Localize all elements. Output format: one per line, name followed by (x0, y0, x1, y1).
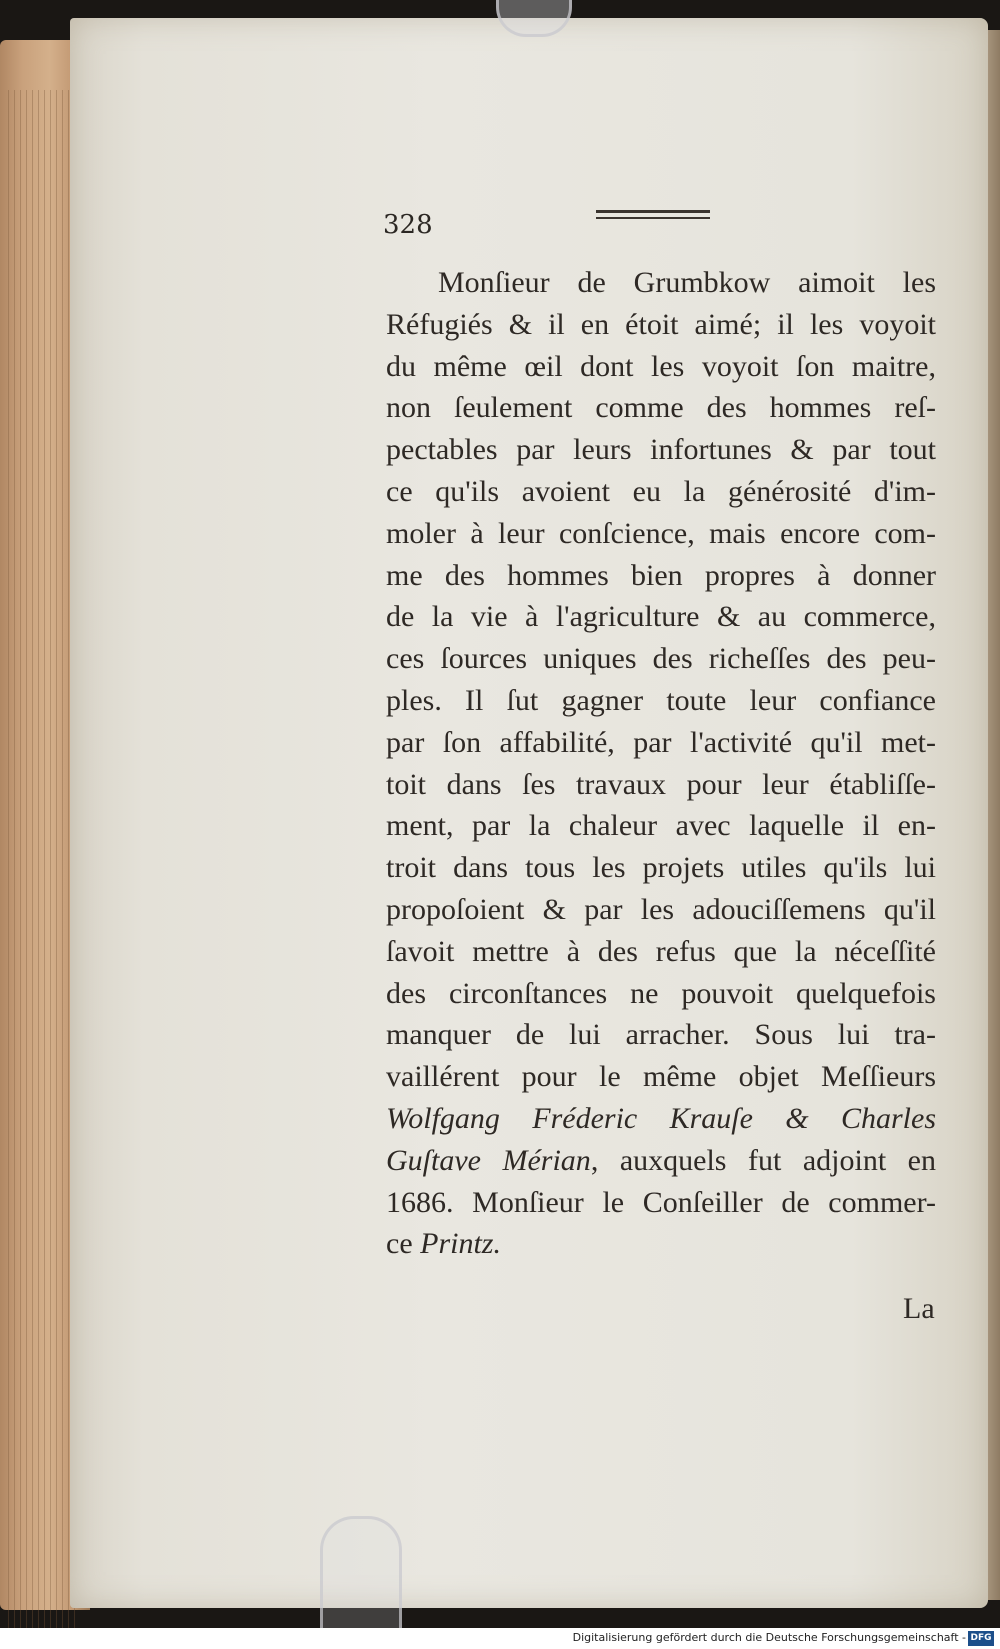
page-body-text (386, 262, 936, 1265)
text-line: du même œil dont les voyoit ſon maitre, (386, 349, 936, 383)
text-line: ples. Il ſut gagner toute leur confiance (386, 683, 936, 717)
text-line: me des hommes bien propres à donner (386, 558, 936, 592)
text-line: ce qu'ils avoient eu la générosité d'im- (386, 474, 936, 508)
text-line: manquer de lui arracher. Sous lui tra- (386, 1018, 936, 1052)
italic-name: Guſtave Mérian (386, 1143, 591, 1177)
catchword: La (903, 1292, 935, 1325)
header-rule (596, 210, 710, 219)
italic-name: Printz. (420, 1227, 501, 1261)
text-line: moler à leur conſcience, mais encore com- (386, 516, 936, 550)
text-line: ces ſources uniques des richeſſes des peu- (386, 642, 936, 676)
text-line: par ſon affabilité, par l'activité qu'il met- (386, 725, 936, 759)
text-line: pectables par leurs infortunes & par tout (386, 433, 936, 467)
text-line: 1686. Monſieur le Conſeiller de commer- (386, 1185, 936, 1219)
text-line: vaillérent pour le même objet Meſſieurs (386, 1060, 936, 1094)
text-line: Réfugiés & il en étoit aimé; il les voyoit (386, 307, 936, 341)
text-line: non ſeulement comme des hommes reſ- (386, 391, 936, 425)
text-fragment: , auxquels fut adjoint en (590, 1143, 937, 1177)
text-line: propoſoient & par les adouciſſemens qu'il (386, 892, 936, 926)
text-line: ſavoit mettre à des refus que la néceſſité (386, 934, 936, 968)
text-line-last (386, 1223, 936, 1265)
italic-names: Wolfgang Fréderic Krauſe & Charles (386, 1101, 936, 1135)
text-line (386, 1140, 936, 1182)
text-fragment: ce (386, 1227, 421, 1261)
text-line: toit dans ſes travaux pour leur établiſſe- (386, 767, 936, 801)
text-line: de la vie à l'agriculture & au commerce, (386, 600, 936, 634)
fore-edge-texture (8, 90, 78, 1630)
dfg-logo: DFG (968, 1631, 994, 1646)
text-line: troit dans tous les projets utiles qu'ils lui (386, 851, 936, 885)
page-number: 328 (383, 210, 433, 240)
text-line-italic (386, 1098, 936, 1140)
text-line: des circonſtances ne pouvoit quelquefois (386, 976, 936, 1010)
text-line: ment, par la chaleur avec laquelle il en- (386, 809, 936, 843)
footer-credit: Digitalisierung gefördert durch die Deutsche Forschungsgemeinschaft - (572, 1631, 966, 1644)
text-line: Monſieur de Grumbkow aimoit les (438, 266, 936, 299)
